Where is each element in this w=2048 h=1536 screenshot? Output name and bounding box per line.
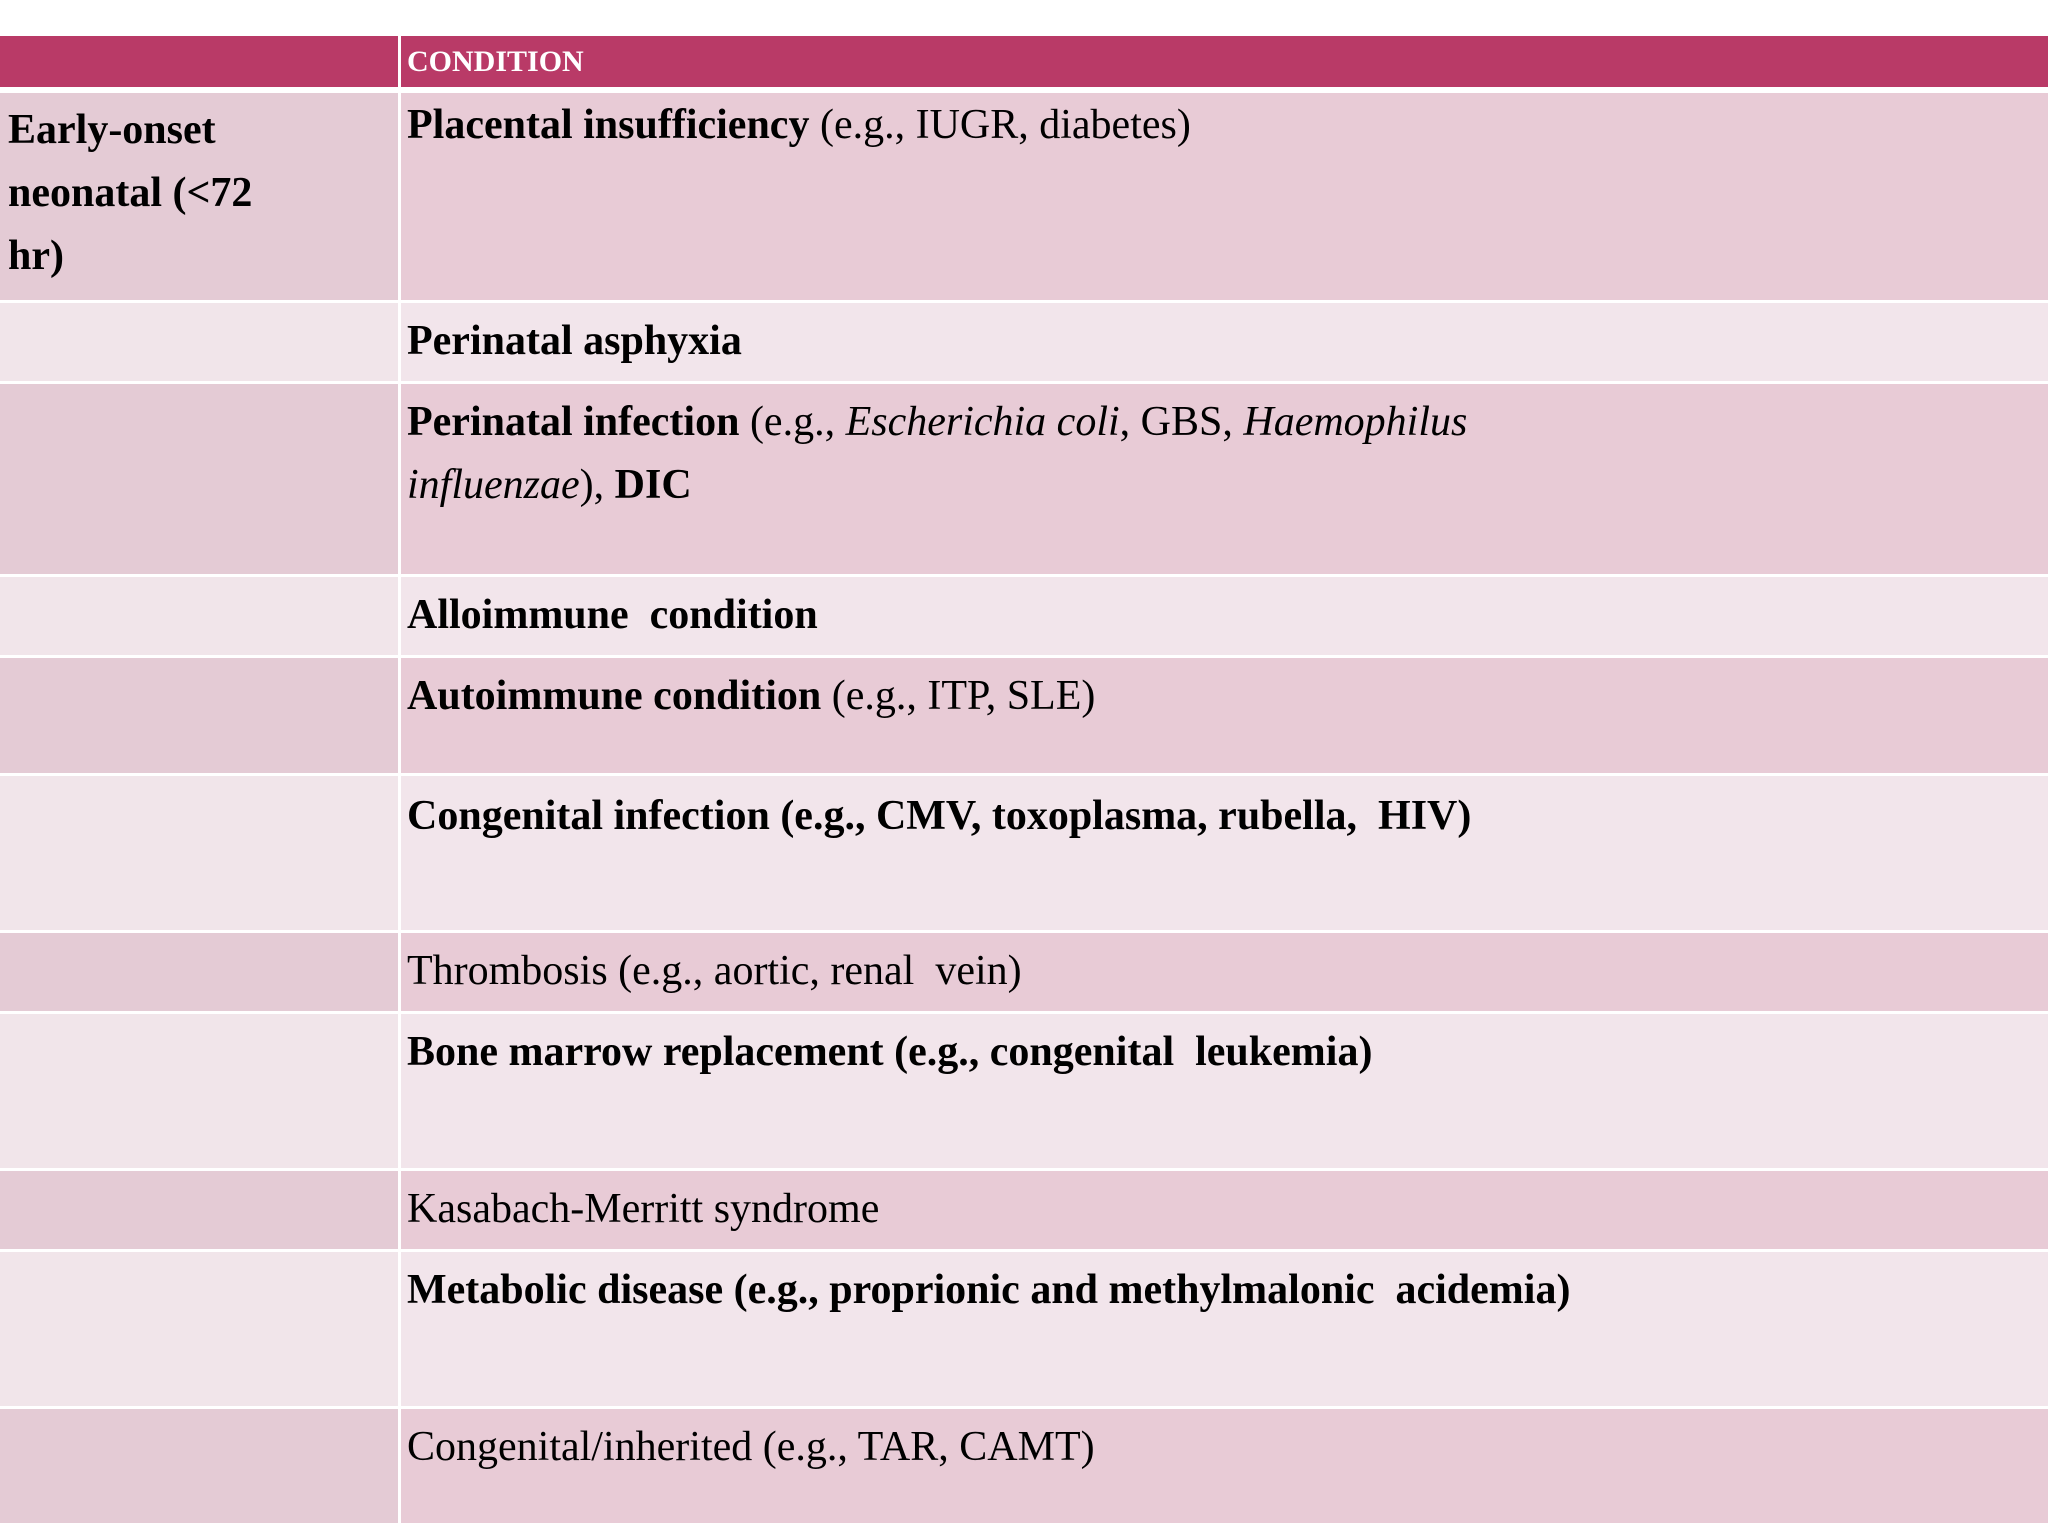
category-cell [0,93,401,303]
condition-cell [401,1171,2048,1252]
table-row [0,93,2048,303]
condition-detail: (e.g., ITP, SLE) [821,673,1096,719]
condition-cell [401,1014,2048,1171]
header-cell-condition [401,36,2048,93]
condition-cell [401,1409,2048,1526]
condition-cell [401,93,2048,303]
condition-cell [401,577,2048,658]
category-label: Early-onset neonatal (<72 hr) [8,107,253,279]
condition-text: Thrombosis (e.g., aortic, renal vein) [407,948,1022,994]
table-row [0,1171,2048,1252]
condition-detail: (e.g., IUGR, diabetes) [809,102,1191,148]
table-row [0,303,2048,384]
condition-cell: Perinatal infection (e.g., Escherichia coli, GBS, Haemophilus influenzae), DIC [401,384,2048,577]
condition-text: Metabolic disease (e.g., proprionic and methylmalonic acidemia) [407,1267,1571,1313]
condition-text: Kasabach-Merritt syndrome [407,1186,880,1232]
condition-cell [401,1252,2048,1409]
condition-cell [401,303,2048,384]
table-row [0,776,2048,933]
condition-name: Perinatal infection [407,399,740,445]
table-row [0,1252,2048,1409]
condition-text: Bone marrow replacement (e.g., congenital leukemia) [407,1029,1373,1075]
conditions-table [0,36,2048,1526]
table-row [0,1409,2048,1526]
condition-text: Congenital infection (e.g., CMV, toxoplasma, rubella, HIV) [407,793,1472,839]
condition-cell [401,933,2048,1014]
table-header-row [0,36,2048,93]
condition-cell [401,776,2048,933]
condition-name: Alloimmune condition [407,592,818,638]
header-cell-empty [0,36,401,93]
condition-name: Autoimmune condition [407,673,822,719]
table-row [0,1014,2048,1171]
table-row [0,577,2048,658]
table-row [0,933,2048,1014]
condition-name: Placental insufficiency [407,102,810,148]
condition-cell [401,658,2048,776]
condition-text: Congenital/inherited (e.g., TAR, CAMT) [407,1424,1095,1470]
table-row [0,384,2048,577]
header-condition-label: CONDITION [407,45,584,78]
table-row [0,658,2048,776]
condition-name: Perinatal asphyxia [407,318,742,364]
